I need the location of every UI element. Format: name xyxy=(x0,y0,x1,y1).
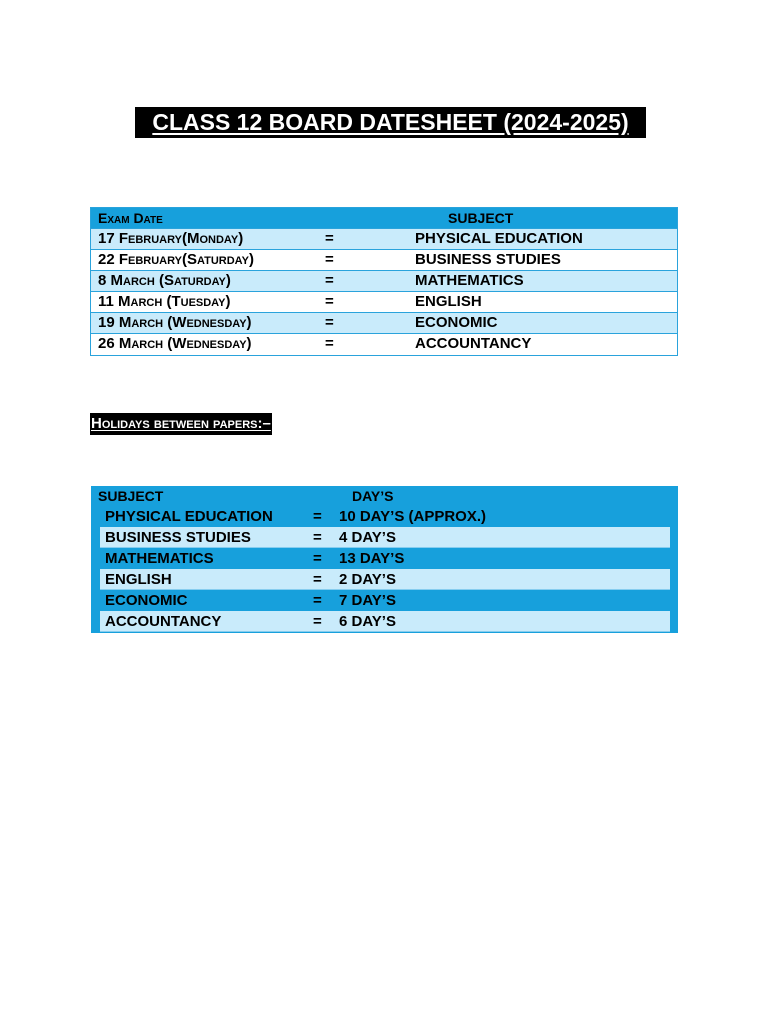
equals-cell: = xyxy=(325,293,334,310)
page-title: CLASS 12 BOARD DATESHEET (2024-2025) xyxy=(135,107,646,138)
equals-cell: = xyxy=(325,251,334,268)
subject-cell: ACCOUNTANCY xyxy=(415,335,532,352)
table-row xyxy=(100,548,670,569)
holidays-heading: Holidays between papers:– xyxy=(90,413,272,435)
exam-date-cell: 19 March (Wednesday) xyxy=(98,314,252,331)
equals-cell: = xyxy=(313,592,322,609)
subject-cell: ENGLISH xyxy=(415,293,482,310)
holiday-days-header: DAY’S xyxy=(352,488,394,504)
holiday-days-cell: 10 DAY’S (APPROX.) xyxy=(339,508,486,525)
holiday-subject-cell: PHYSICAL EDUCATION xyxy=(105,508,273,525)
holiday-days-cell: 6 DAY’S xyxy=(339,613,396,630)
holiday-days-cell: 13 DAY’S xyxy=(339,550,405,567)
subject-cell: BUSINESS STUDIES xyxy=(415,251,561,268)
equals-cell: = xyxy=(325,230,334,247)
equals-cell: = xyxy=(313,529,322,546)
holiday-days-cell: 7 DAY’S xyxy=(339,592,396,609)
holiday-subject-header: SUBJECT xyxy=(98,488,164,504)
exam-date-cell: 11 March (Tuesday) xyxy=(98,293,231,310)
table-row xyxy=(100,506,670,527)
holiday-subject-cell: ACCOUNTANCY xyxy=(105,613,222,630)
subject-cell: ECONOMIC xyxy=(415,314,498,331)
holidays-header-row xyxy=(91,486,678,506)
exam-date-cell: 22 February(Saturday) xyxy=(98,251,254,268)
holiday-subject-cell: MATHEMATICS xyxy=(105,550,214,567)
holiday-subject-cell: ECONOMIC xyxy=(105,592,188,609)
table-row xyxy=(100,590,670,611)
equals-cell: = xyxy=(313,571,322,588)
equals-cell: = xyxy=(325,272,334,289)
holiday-days-cell: 4 DAY’S xyxy=(339,529,396,546)
exam-date-cell: 8 March (Saturday) xyxy=(98,272,231,289)
holiday-days-cell: 2 DAY’S xyxy=(339,571,396,588)
table-row xyxy=(100,527,670,548)
table-row xyxy=(91,292,677,313)
datesheet-table xyxy=(90,207,678,356)
holiday-subject-cell: ENGLISH xyxy=(105,571,172,588)
equals-cell: = xyxy=(313,550,322,567)
subject-cell: PHYSICAL EDUCATION xyxy=(415,230,583,247)
exam-date-header: Exam Date xyxy=(98,210,163,226)
subject-cell: MATHEMATICS xyxy=(415,272,524,289)
table-row xyxy=(91,250,677,271)
equals-cell: = xyxy=(313,508,322,525)
holiday-subject-cell: BUSINESS STUDIES xyxy=(105,529,251,546)
exam-date-cell: 26 March (Wednesday) xyxy=(98,335,252,352)
equals-cell: = xyxy=(313,613,322,630)
holidays-table xyxy=(91,486,678,633)
table-row xyxy=(91,334,677,355)
exam-date-cell: 17 February(Monday) xyxy=(98,230,244,247)
table-row xyxy=(91,229,677,250)
equals-cell: = xyxy=(325,335,334,352)
table-row xyxy=(100,569,670,590)
table-row xyxy=(100,611,670,632)
datesheet-header-row xyxy=(91,208,677,229)
equals-cell: = xyxy=(325,314,334,331)
table-row xyxy=(91,313,677,334)
table-row xyxy=(91,271,677,292)
subject-header: SUBJECT xyxy=(448,210,514,226)
